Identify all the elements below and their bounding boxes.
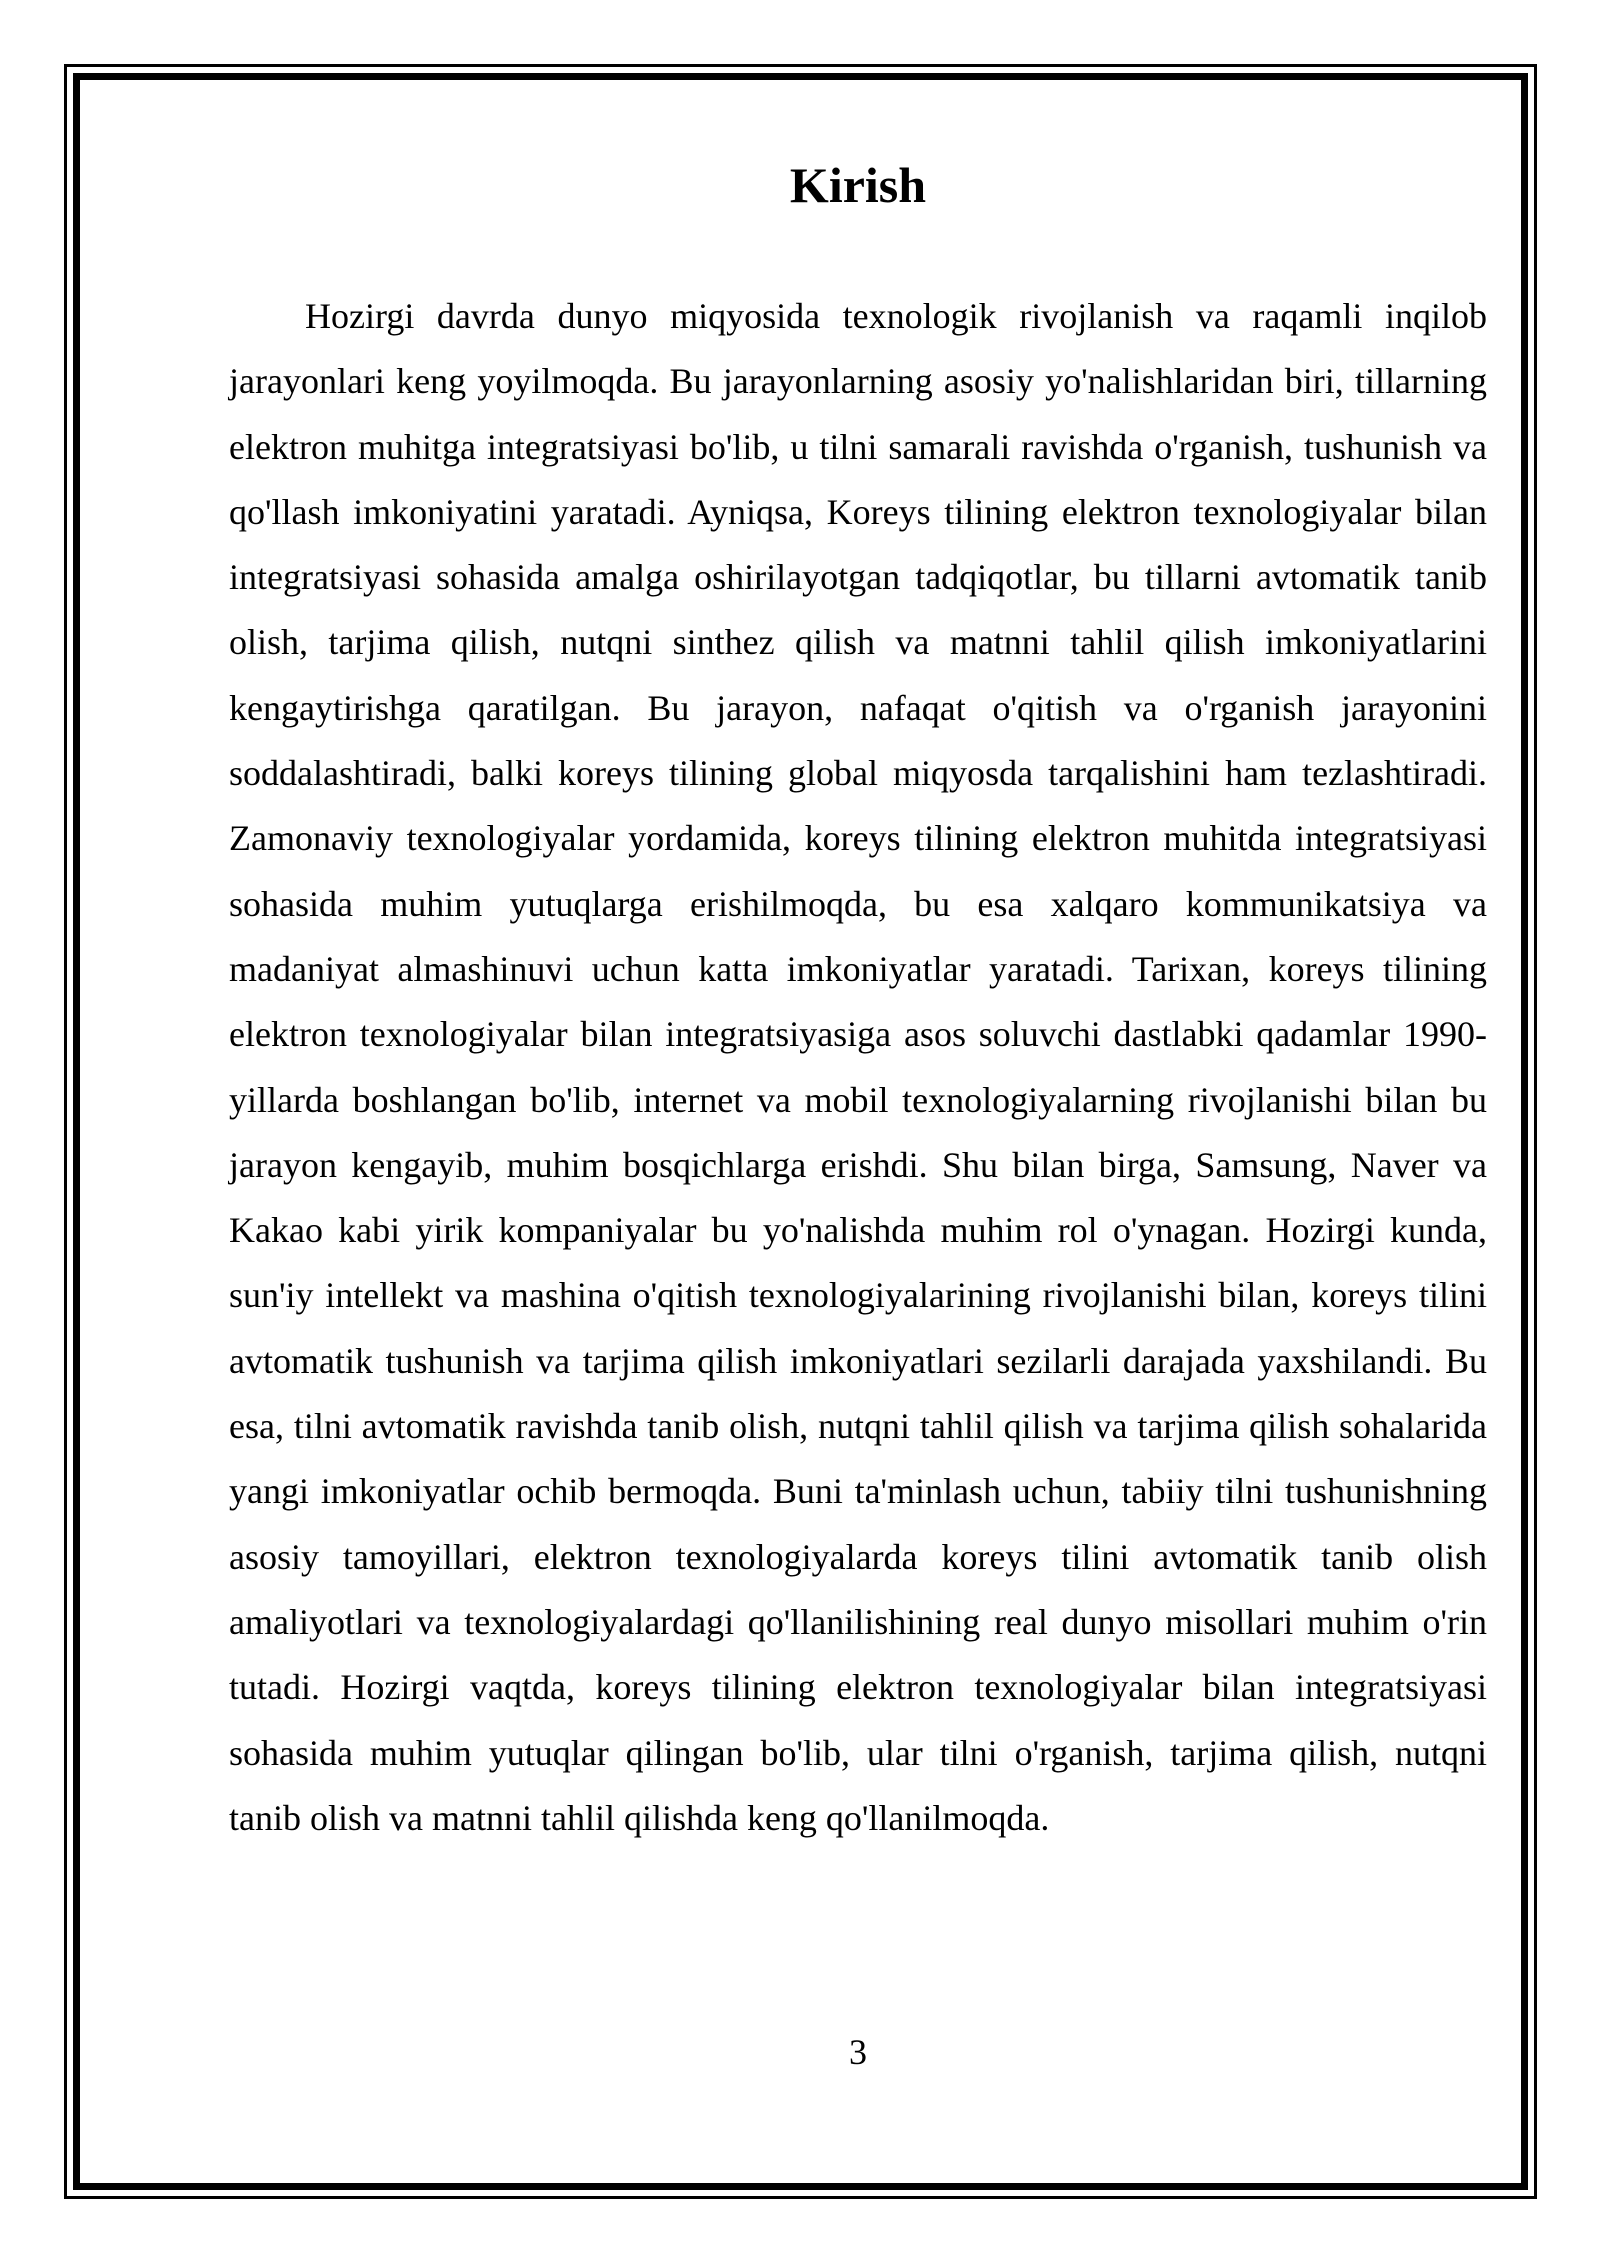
page-content <box>229 150 1487 1851</box>
page-number: 3 <box>849 2032 867 2072</box>
section-title: Kirish <box>789 157 927 213</box>
body-paragraph: Hozirgi davrda dunyo miqyosida texnologik rivojlanish va raqamli inqilob jarayonlari keng yoyilmoqda. Bu jarayonlarning asosiy yo'nalishlaridan biri, tillarning elektron muhitga integratsiyasi bo'lib, u tilni samarali ravishda o'rganish, tushunish va qo'llash imkoniyatini yaratadi. Ayniqsa, Koreys tilining elektron texnologiyalar bilan integratsiyasi sohasida amalga oshirilayotgan tadqiqotlar, bu tillarni avtomatik tanib olish, tarjima qilish, nutqni sinthez qilish va matnni tahlil qilish imkoniyatlarini kengaytirishga qaratilgan. Bu jarayon, nafaqat o'qitish va o'rganish jarayonini soddalashtiradi, balki koreys tilining global miqyosda tarqalishini ham tezlashtiradi. Zamonaviy texnologiyalar yordamida, koreys tilining elektron muhitda integratsiyasi sohasida muhim yutuqlarga erishilmoqda, bu esa xalqaro kommunikatsiya va madaniyat almashinuvi uchun katta imkoniyatlar yaratadi. Tarixan, koreys tilining elektron texnologiyalar bilan integratsiyasiga asos soluvchi dastlabki qadamlar 1990-yillarda boshlangan bo'lib, internet va mobil texnologiyalarning rivojlanishi bilan bu jarayon kengayib, muhim bosqichlarga erishdi. Shu bilan birga, Samsung, Naver va Kakao kabi yirik kompaniyalar bu yo'nalishda muhim rol o'ynagan. Hozirgi kunda, sun'iy intellekt va mashina o'qitish texnologiyalarining rivojlanishi bilan, koreys tilini avtomatik tushunish va tarjima qilish imkoniyatlari sezilarli darajada yaxshilandi. Bu esa, tilni avtomatik ravishda tanib olish, nutqni tahlil qilish va tarjima qilish sohalarida yangi imkoniyatlar ochib bermoqda. Buni ta'minlash uchun, tabiiy tilni tushunishning asosiy tamoyillari, elektron texnologiyalarda koreys tilini avtomatik tanib olish amaliyotlari va texnologiyalardagi qo'llanilishining real dunyo misollari muhim o'rin tutadi. Hozirgi vaqtda, koreys tilining elektron texnologiyalar bilan integratsiyasi sohasida muhim yutuqlar qilingan bo'lib, ular tilni o'rganish, tarjima qilish, nutqni tanib olish va matnni tahlil qilishda keng qo'llanilmoqda. <box>229 296 1487 1838</box>
